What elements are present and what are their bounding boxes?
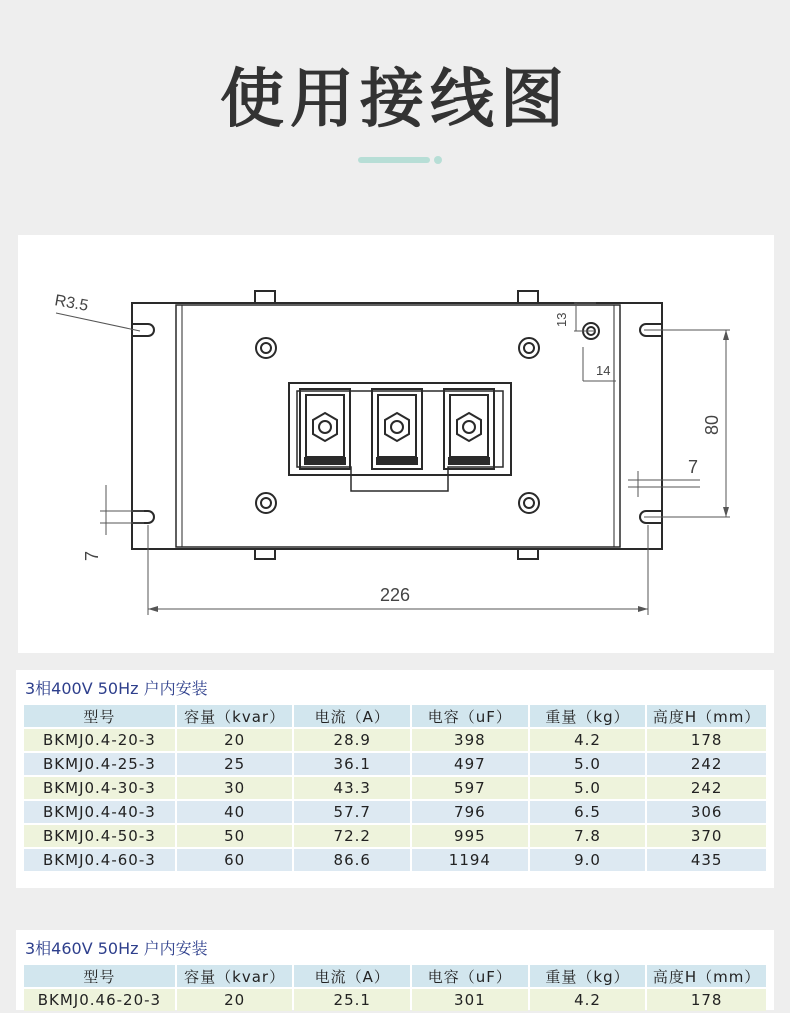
table-cell: 178 [647, 989, 766, 1011]
table-cell: 4.2 [530, 729, 646, 751]
table-cell: 497 [412, 753, 528, 775]
column-header: 高度H（mm） [647, 705, 766, 727]
table-header-row [24, 705, 766, 727]
spec-table-title: 3相400V 50Hz 户内安装 [25, 679, 208, 698]
wiring-diagram [18, 235, 774, 653]
column-header: 电流（A） [294, 705, 410, 727]
column-header: 重量（kg） [530, 965, 646, 987]
table-row [24, 777, 766, 799]
table-cell: 36.1 [294, 753, 410, 775]
column-header: 重量（kg） [530, 705, 646, 727]
spec-table [22, 963, 768, 1013]
accent-divider-line [358, 157, 430, 163]
accent-divider-dot [434, 156, 442, 164]
column-header: 电容（uF） [412, 705, 528, 727]
table-cell: 995 [412, 825, 528, 847]
table-cell: 242 [647, 753, 766, 775]
table-cell: BKMJ0.46-20-3 [24, 989, 175, 1011]
table-cell: 40 [177, 801, 293, 823]
table-cell: 398 [412, 729, 528, 751]
column-header: 电流（A） [294, 965, 410, 987]
table-cell: 25.1 [294, 989, 410, 1011]
dimension-7-left-label: 7 [82, 550, 102, 561]
table-row [24, 825, 766, 847]
table-cell: BKMJ0.4-20-3 [24, 729, 175, 751]
table-cell: BKMJ0.4-50-3 [24, 825, 175, 847]
table-row [24, 753, 766, 775]
table-cell: BKMJ0.4-30-3 [24, 777, 175, 799]
spec-table [22, 703, 768, 873]
table-cell: 30 [177, 777, 293, 799]
table-cell: 43.3 [294, 777, 410, 799]
dimension-7-right-label: 7 [688, 457, 699, 477]
dimension-80-label: 80 [702, 414, 722, 435]
page-title: 使用接线图 [220, 63, 570, 137]
table-cell: BKMJ0.4-60-3 [24, 849, 175, 871]
table-cell: 72.2 [294, 825, 410, 847]
table-cell: 28.9 [294, 729, 410, 751]
table-cell: 57.7 [294, 801, 410, 823]
table-cell: 796 [412, 801, 528, 823]
table-cell: 6.5 [530, 801, 646, 823]
radius-label: R3.5 [53, 292, 90, 315]
table-cell: 435 [647, 849, 766, 871]
table-cell: 370 [647, 825, 766, 847]
dimension-14-label: 14 [596, 363, 611, 378]
table-cell: 1194 [412, 849, 528, 871]
column-header: 容量（kvar） [177, 965, 293, 987]
table-cell: 301 [412, 989, 528, 1011]
spec-table-400v [16, 670, 774, 888]
table-row [24, 849, 766, 871]
spec-table-title: 3相460V 50Hz 户内安装 [25, 939, 208, 958]
table-cell: 4.2 [530, 989, 646, 1011]
table-cell: 178 [647, 729, 766, 751]
table-cell: 597 [412, 777, 528, 799]
table-cell: 60 [177, 849, 293, 871]
table-header-row [24, 965, 766, 987]
dimension-226-label: 226 [380, 585, 411, 605]
dimension-13-label: 13 [554, 312, 569, 327]
table-cell: 7.8 [530, 825, 646, 847]
table-row [24, 729, 766, 751]
table-cell: 9.0 [530, 849, 646, 871]
table-row [24, 989, 766, 1011]
table-cell: 20 [177, 989, 293, 1011]
table-cell: 50 [177, 825, 293, 847]
table-cell: BKMJ0.4-25-3 [24, 753, 175, 775]
column-header: 电容（uF） [412, 965, 528, 987]
table-cell: BKMJ0.4-40-3 [24, 801, 175, 823]
table-cell: 25 [177, 753, 293, 775]
table-cell: 5.0 [530, 753, 646, 775]
column-header: 型号 [24, 965, 175, 987]
wiring-diagram-drawing [18, 235, 774, 653]
column-header: 容量（kvar） [177, 705, 293, 727]
table-cell: 242 [647, 777, 766, 799]
spec-table-460v [16, 930, 774, 1010]
column-header: 高度H（mm） [647, 965, 766, 987]
table-cell: 5.0 [530, 777, 646, 799]
table-cell: 20 [177, 729, 293, 751]
table-row [24, 801, 766, 823]
table-cell: 86.6 [294, 849, 410, 871]
table-cell: 306 [647, 801, 766, 823]
column-header: 型号 [24, 705, 175, 727]
